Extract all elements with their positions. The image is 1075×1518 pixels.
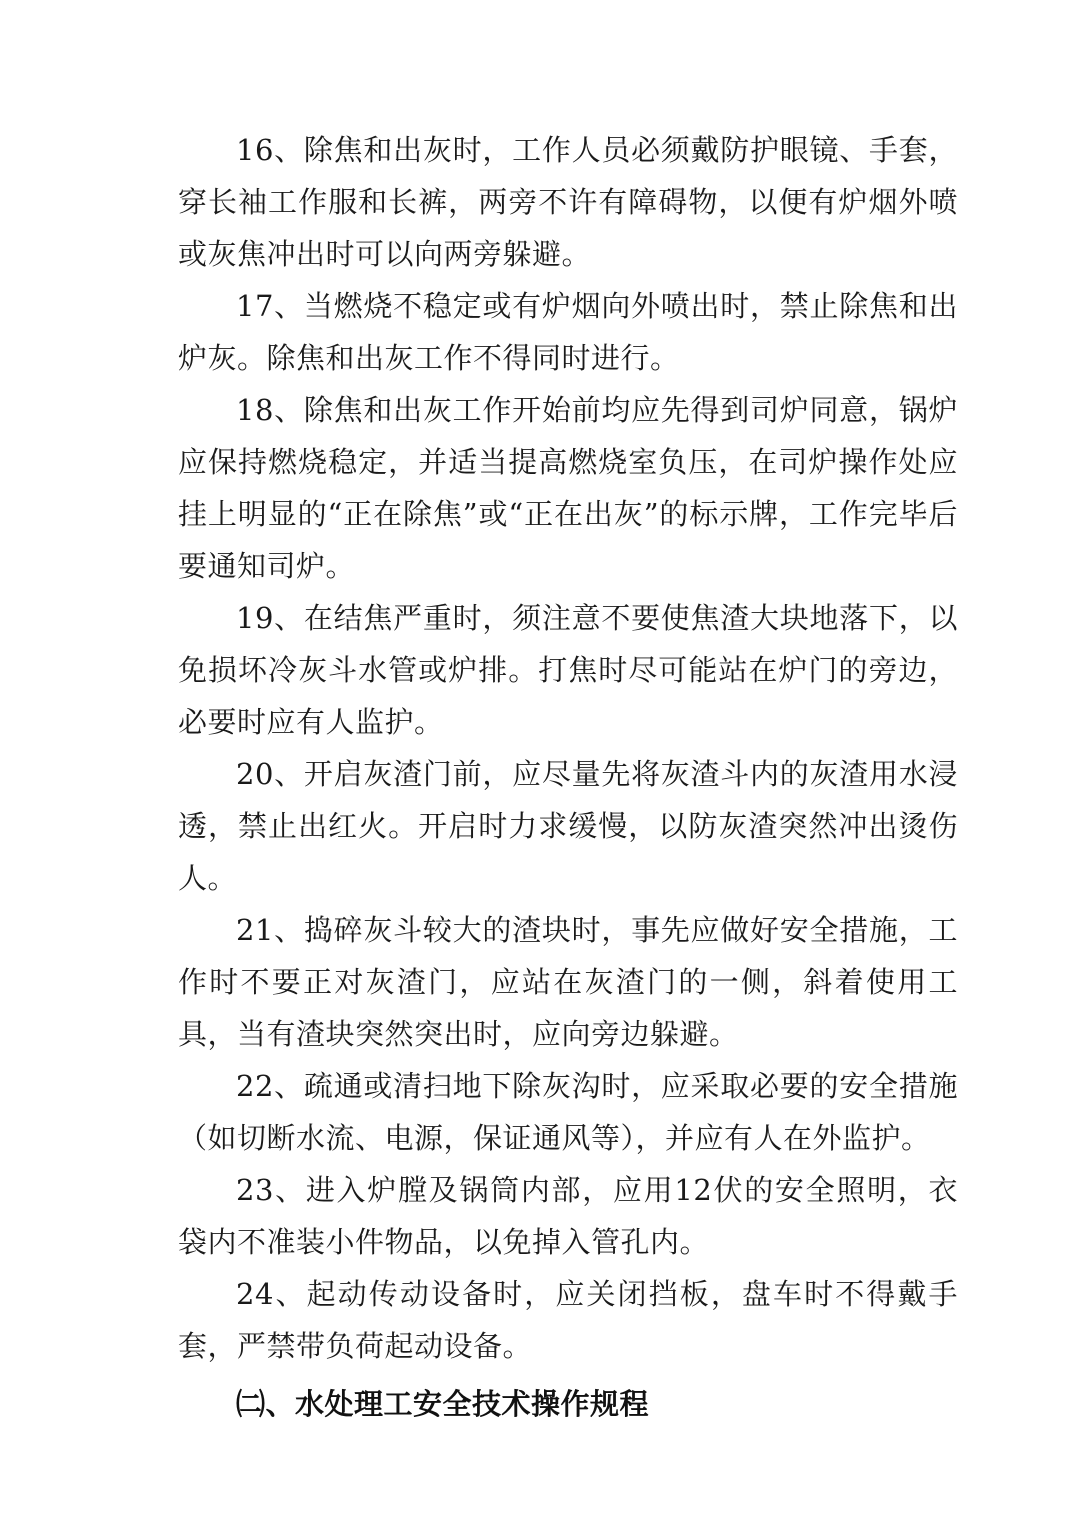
document-body [178,124,958,1430]
section-heading: ㈡、水处理工安全技术操作规程 [236,1387,650,1421]
paragraph-24: 24、起动传动设备时，应关闭挡板，盘车时不得戴手套，严禁带负荷起动设备。 [178,1277,958,1363]
paragraph-16: 16、除焦和出灰时，工作人员必须戴防护眼镜、手套，穿长袖工作服和长裤，两旁不许有障碍物，以便有炉烟外喷或灰焦冲出时可以向两旁躲避。 [178,133,958,271]
paragraph-19: 19、在结焦严重时，须注意不要使焦渣大块地落下，以免损坏冷灰斗水管或炉排。打焦时尽可能站在炉门的旁边，必要时应有人监护。 [178,601,958,739]
paragraph-18: 18、除焦和出灰工作开始前均应先得到司炉同意，锅炉应保持燃烧稳定，并适当提高燃烧室负压，在司炉操作处应挂上明显的“正在除焦”或“正在出灰”的标示牌，工作完毕后要通知司炉。 [178,393,958,583]
paragraph-17: 17、当燃烧不稳定或有炉烟向外喷出时，禁止除焦和出炉灰。除焦和出灰工作不得同时进行。 [178,289,958,375]
paragraph-21: 21、捣碎灰斗较大的渣块时，事先应做好安全措施，工作时不要正对灰渣门，应站在灰渣门的一侧，斜着使用工具，当有渣块突然突出时，应向旁边躲避。 [178,913,958,1051]
paragraph-22: 22、疏通或清扫地下除灰沟时，应采取必要的安全措施（如切断水流、电源，保证通风等），并应有人在外监护。 [178,1069,958,1155]
paragraph-23: 23、进入炉膛及锅筒内部，应用12伏的安全照明，衣袋内不准装小件物品，以免掉入管孔内。 [178,1173,958,1259]
paragraph-20: 20、开启灰渣门前，应尽量先将灰渣斗内的灰渣用水浸透，禁止出红火。开启时力求缓慢，以防灰渣突然冲出烫伤人。 [178,757,958,895]
